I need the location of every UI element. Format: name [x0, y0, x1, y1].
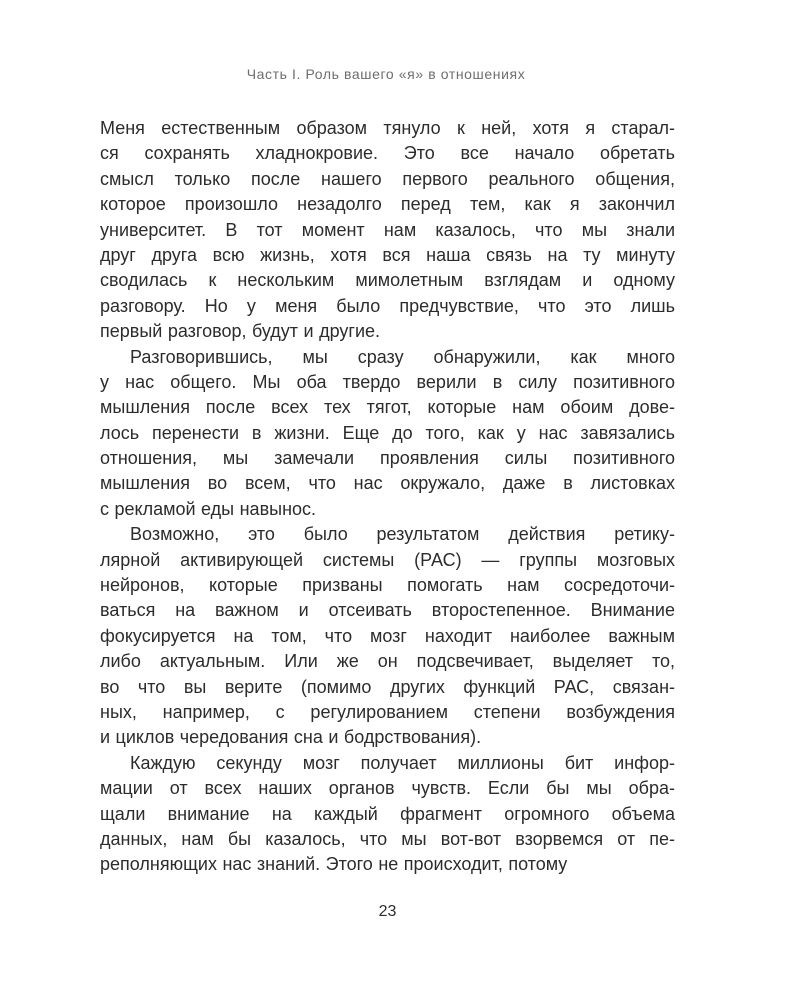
text-line: Каждую секунду мозг получает миллионы бит инфор-: [130, 752, 675, 773]
text-line: друг друга всю жизнь, хотя вся наша связь на ту минуту: [100, 244, 675, 265]
text-line: сводилась к нескольким мимолетным взглядам и одному: [100, 270, 675, 291]
text-line: Возможно, это было результатом действия ретику-: [130, 524, 675, 545]
text-line: Меня естественным образом тянуло к ней, хотя я старал-: [100, 118, 675, 138]
paragraph: [100, 751, 675, 878]
text-line: мации от всех наших органов чувств. Если бы мы обра-: [100, 778, 675, 799]
text-line: отношения, мы замечали проявления силы позитивного: [100, 448, 675, 469]
text-line: либо актуальным. Или же он подсвечивает, выделяет то,: [100, 651, 675, 672]
text-line: ся сохранять хладнокровие. Это все начало обретать: [100, 143, 675, 164]
text-block: [100, 116, 675, 878]
text-line: лось перенести в жизни. Еще до того, как у нас завязались: [100, 422, 675, 443]
text-line: данных, нам бы казалось, что мы вот-вот взорвемся от пе-: [100, 828, 675, 849]
text-line: нейронов, которые призваны помогать нам сосредоточи-: [100, 575, 675, 596]
text-line: ных, например, с регулированием степени возбуждения: [100, 701, 675, 722]
page-number: 23: [378, 903, 397, 920]
text-line: мышления во всем, что нас окружало, даже в листовках: [100, 473, 675, 494]
text-line: щали внимание на каждый фрагмент огромного объема: [100, 803, 675, 824]
paragraph: [100, 116, 675, 345]
text-line: лярной активирующей системы (РАС) — группы мозговых: [100, 549, 675, 570]
text-line: ваться на важном и отсеивать второстепенное. Внимание: [100, 600, 675, 621]
text-line: которое произошло незадолго перед тем, как я закончил: [100, 194, 675, 215]
text-line: у нас общего. Мы оба твердо верили в силу позитивного: [100, 371, 675, 392]
text-line: мышления после всех тех тягот, которые нам обоим дове-: [100, 397, 675, 418]
text-line: смысл только после нашего первого реального общения,: [100, 168, 675, 189]
paragraph: [100, 522, 675, 751]
text-line: фокусируется на том, что мозг находит наиболее важным: [100, 625, 675, 646]
paragraph: [100, 345, 675, 523]
text-line: и циклов чередования сна и бодрствования).: [100, 727, 482, 748]
running-head: Часть I. Роль вашего «я» в отношениях: [246, 66, 526, 82]
text-line: первый разговор, будут и другие.: [100, 321, 381, 342]
text-line: университет. В тот момент нам казалось, что мы знали: [100, 219, 675, 240]
text-line: разговору. Но у меня было предчувствие, что это лишь: [100, 295, 675, 316]
text-line: во что вы верите (помимо других функций РАС, связан-: [100, 676, 675, 697]
text-line: реполняющих нас знаний. Этого не происходит, потому: [100, 854, 568, 875]
text-line: Разговорившись, мы сразу обнаружили, как много: [130, 346, 675, 367]
text-line: с рекламой еды навынос.: [100, 498, 317, 519]
